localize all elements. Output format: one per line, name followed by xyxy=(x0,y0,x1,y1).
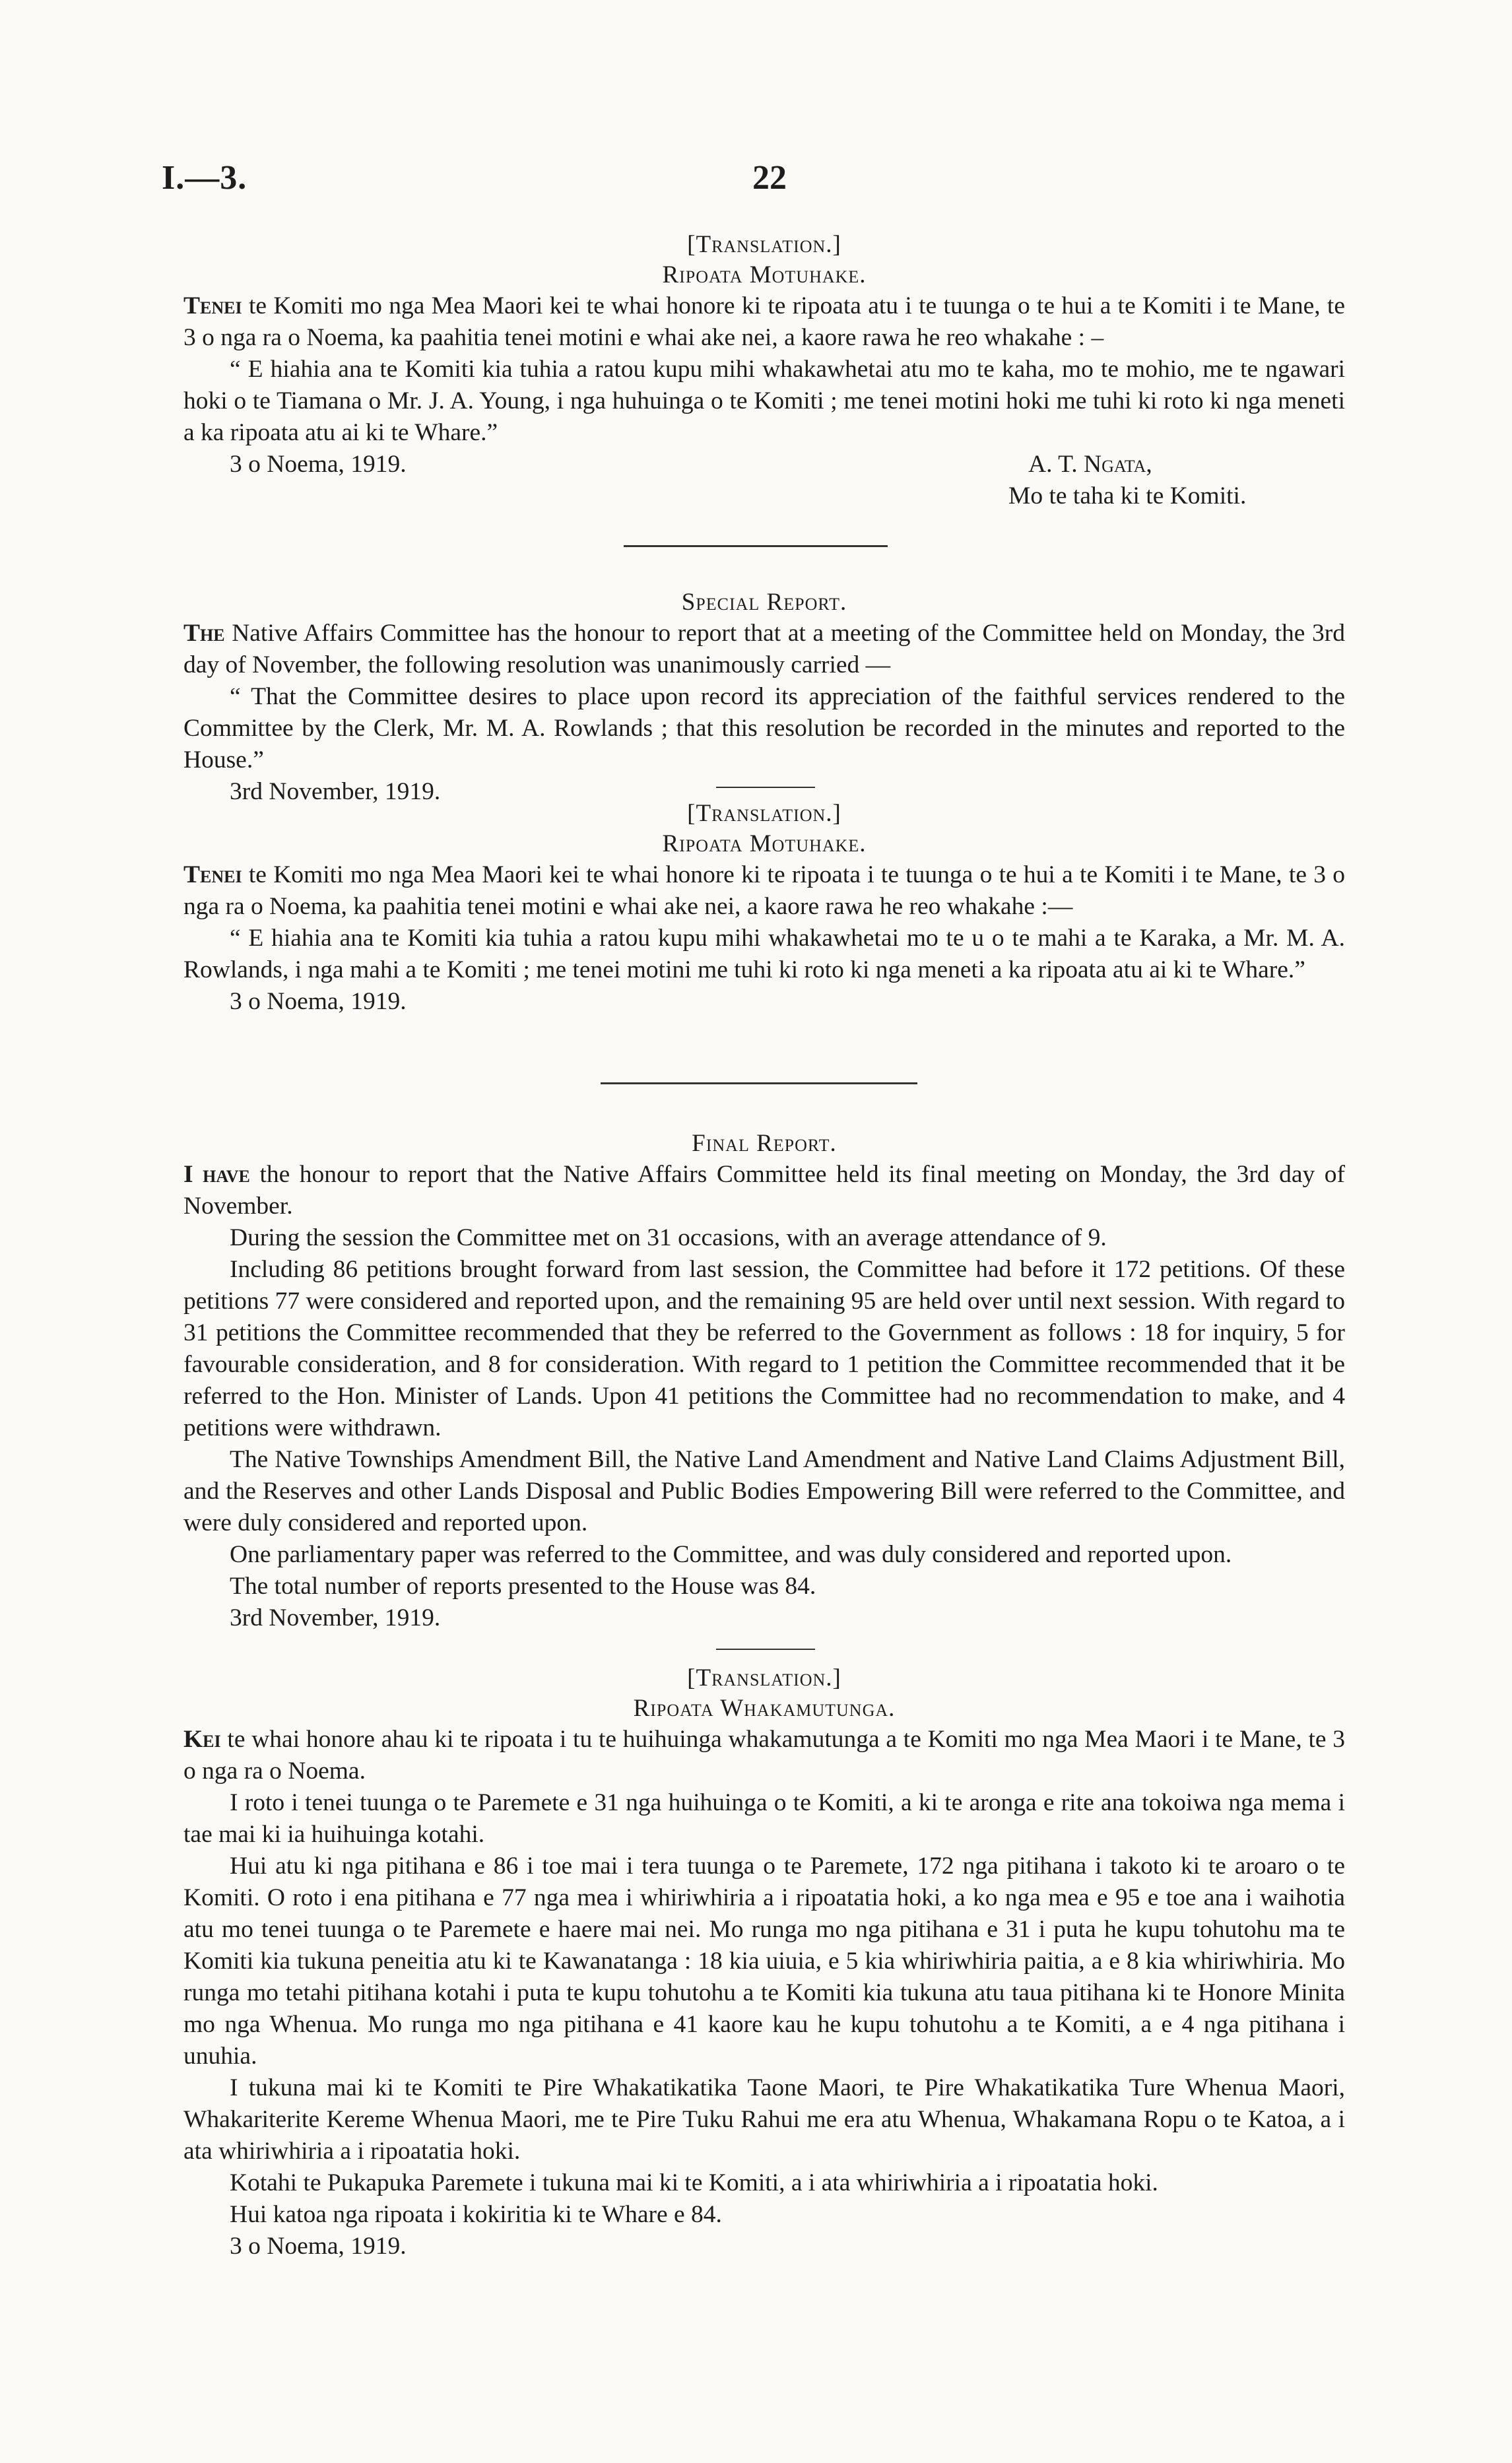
section-date: 3rd November, 1919. xyxy=(230,778,441,805)
paragraph: Kotahi te Pukapuka Paremete i tukuna mai ki te Komiti, a i ata whiriwhiria a i ripoatatia hoki. xyxy=(230,2169,1158,2196)
section-special-report xyxy=(183,587,1345,808)
short-divider xyxy=(716,787,815,788)
page-number: 22 xyxy=(752,159,787,197)
paragraph: The Native Affairs Committee has the honour to report that at a meeting of the Committee held on Monday, the 3rd day of November, the following resolution was unanimously carried — xyxy=(183,620,1345,678)
paragraph: Tenei te Komiti mo nga Mea Maori kei te whai honore ki te ripoata i te tuunga o te hui a te Komiti i te Mane, te 3 o nga ra o Noema, ka paahitia tenei motini e whai ake nei, a kaore rawa he reo whakahe :— xyxy=(183,861,1346,920)
paper-reference: I.—3. xyxy=(162,159,247,197)
section-divider xyxy=(624,545,888,547)
bracket-label: [Translation.] xyxy=(687,1664,841,1691)
section-title: Final Report. xyxy=(692,1130,837,1157)
bracket-label: [Translation.] xyxy=(687,231,841,258)
bracket-label: [Translation.] xyxy=(687,800,841,827)
section-final-report xyxy=(183,1129,1345,1634)
paragraph: Kei te whai honore ahau ki te ripoata i tu te huihuinga whakamutunga a te Komiti mo nga Mea Maori i te Mane, te 3 o nga ra o Noema. xyxy=(183,1726,1346,1785)
section-title: Ripoata Motuhake. xyxy=(662,830,867,857)
paragraph: Hui atu ki nga pitihana e 86 i toe mai i tera tuunga o te Paremete, 172 nga pitihana i takoto ki te aroaro o te Komiti. O roto i ena pitihana e 77 nga mea i whiriwhiria a i ripoatatia hoki, a ko nga mea e 95 e toe ana i waihotia atu mo tenei tuunga o te Paremete e haere mai nei. Mo runga mo nga pitihana e 31 i puta he kupu tohutohu ma te Komiti kia tukuna peneitia atu ki te Kawanatanga : 18 kia uiuia, e 5 kia whiriwhiria paitia, a e 8 kia whiriwhiria. Mo runga mo tetahi pitihana kotahi i puta te kupu tohutohu a te Komiti kia tukuna atu taua pitihana ki te Honore Minita mo nga Whenua. Mo runga mo nga pitihana e 41 kaore kau he kupu tohutohu a te Komiti, a e 4 nga pitihana i unuhia. xyxy=(183,1853,1345,2070)
signature-role: Mo te taha ki te Komiti. xyxy=(1008,482,1247,509)
paragraph: I roto i tenei tuunga o te Paremete e 31 nga huihuinga o te Komiti, a ki te aronga e rite ana tokoiwa nga mema i tae mai ki ia huihuinga kotahi. xyxy=(183,1789,1345,1848)
section-date: 3 o Noema, 1919. xyxy=(230,988,407,1015)
paragraph: Tenei te Komiti mo nga Mea Maori kei te whai honore ki te ripoata atu i te tuunga o te hui a te Komiti i te Mane, te 3 o nga ra o Noema, ka paahitia tenei motini e whai ake nei, a kaore rawa he reo whakahe : – xyxy=(183,292,1346,351)
section-divider xyxy=(601,1082,917,1084)
lead-word: The xyxy=(183,620,225,647)
date-signature-row xyxy=(183,449,1345,480)
paragraph: Hui katoa nga ripoata i kokiritia ki te Whare e 84. xyxy=(230,2201,722,2228)
paragraph: During the session the Committee met on 31 occasions, with an average attendance of 9. xyxy=(230,1224,1107,1251)
paragraph: “ E hiahia ana te Komiti kia tuhia a ratou kupu mihi whakawhetai mo te u o te mahi a te Karaka, a Mr. M. A. Rowlands, i nga mahi a te Komiti ; me tenei motini me tuhi ki roto ki nga meneti a ka ripoata atu ai ki te Whare.” xyxy=(183,925,1345,983)
section-title: Ripoata Motuhake. xyxy=(662,261,867,288)
paragraph: Including 86 petitions brought forward from last session, the Committee had before it 172 petitions. Of these petitions 77 were considered and reported upon, and the remaining 95 are held over until next session. With regard to 31 petitions the Committee recommended that they be referred to the Government as follows : 18 for inquiry, 5 for favourable consideration, and 8 for consideration. With regard to 1 petition the Committee recommended that it be referred to the Hon. Minister of Lands. Upon 41 petitions the Committee had no recommendation to make, and 4 petitions were withdrawn. xyxy=(183,1256,1345,1441)
paragraph: “ E hiahia ana te Komiti kia tuhia a ratou kupu mihi whakawhetai atu mo te kaha, mo te mohio, me te ngawari hoki o te Tiamana o Mr. J. A. Young, i nga huhuinga o te Komiti ; me tenei motini hoki me tuhi ki roto ki nga meneti a ka ripoata atu ai ki te Whare.” xyxy=(183,356,1345,446)
section-title: Special Report. xyxy=(681,589,847,616)
paragraph: “ That the Committee desires to place upon record its appreciation of the faithful services rendered to the Committee by the Clerk, Mr. M. A. Rowlands ; that this resolution be recorded in the minutes and reported to the House.” xyxy=(183,683,1345,773)
section-date: 3 o Noema, 1919. xyxy=(230,451,407,478)
short-divider xyxy=(716,1649,815,1650)
lead-word: Kei xyxy=(183,1726,221,1753)
signature-name: A. T. Ngata, xyxy=(1028,451,1152,478)
lead-word: I have xyxy=(183,1161,250,1188)
paragraph: I tukuna mai ki te Komiti te Pire Whakatikatika Taone Maori, te Pire Whakatikatika Ture Whenua Maori, Whakariterite Kereme Whenua Maori, me te Pire Tuku Rahui me era atu Whenua, Whakamana Ropu o te Katoa, a i ata whiriwhiria a i ripoatatia hoki. xyxy=(183,2074,1345,2165)
section-translation-final xyxy=(183,1663,1345,2262)
paragraph: The Native Townships Amendment Bill, the Native Land Amendment and Native Land Claims Adjustment Bill, and the Reserves and other Lands Disposal and Public Bodies Empowering Bill were referred to the Committee, and were duly considered and reported upon. xyxy=(183,1446,1345,1536)
lead-word: Tenei xyxy=(183,292,242,319)
paragraph: I have the honour to report that the Native Affairs Committee held its final meeting on Monday, the 3rd day of November. xyxy=(183,1161,1346,1220)
paragraph: The total number of reports presented to the House was 84. xyxy=(230,1573,816,1600)
section-translation-1 xyxy=(183,230,1345,512)
paragraph: One parliamentary paper was referred to the Committee, and was duly considered and reported upon. xyxy=(230,1541,1232,1568)
section-date: 3 o Noema, 1919. xyxy=(230,2233,407,2260)
section-title: Ripoata Whakamutunga. xyxy=(633,1695,896,1722)
lead-word: Tenei xyxy=(183,861,242,888)
section-date: 3rd November, 1919. xyxy=(230,1604,441,1631)
section-translation-2 xyxy=(183,799,1345,1018)
